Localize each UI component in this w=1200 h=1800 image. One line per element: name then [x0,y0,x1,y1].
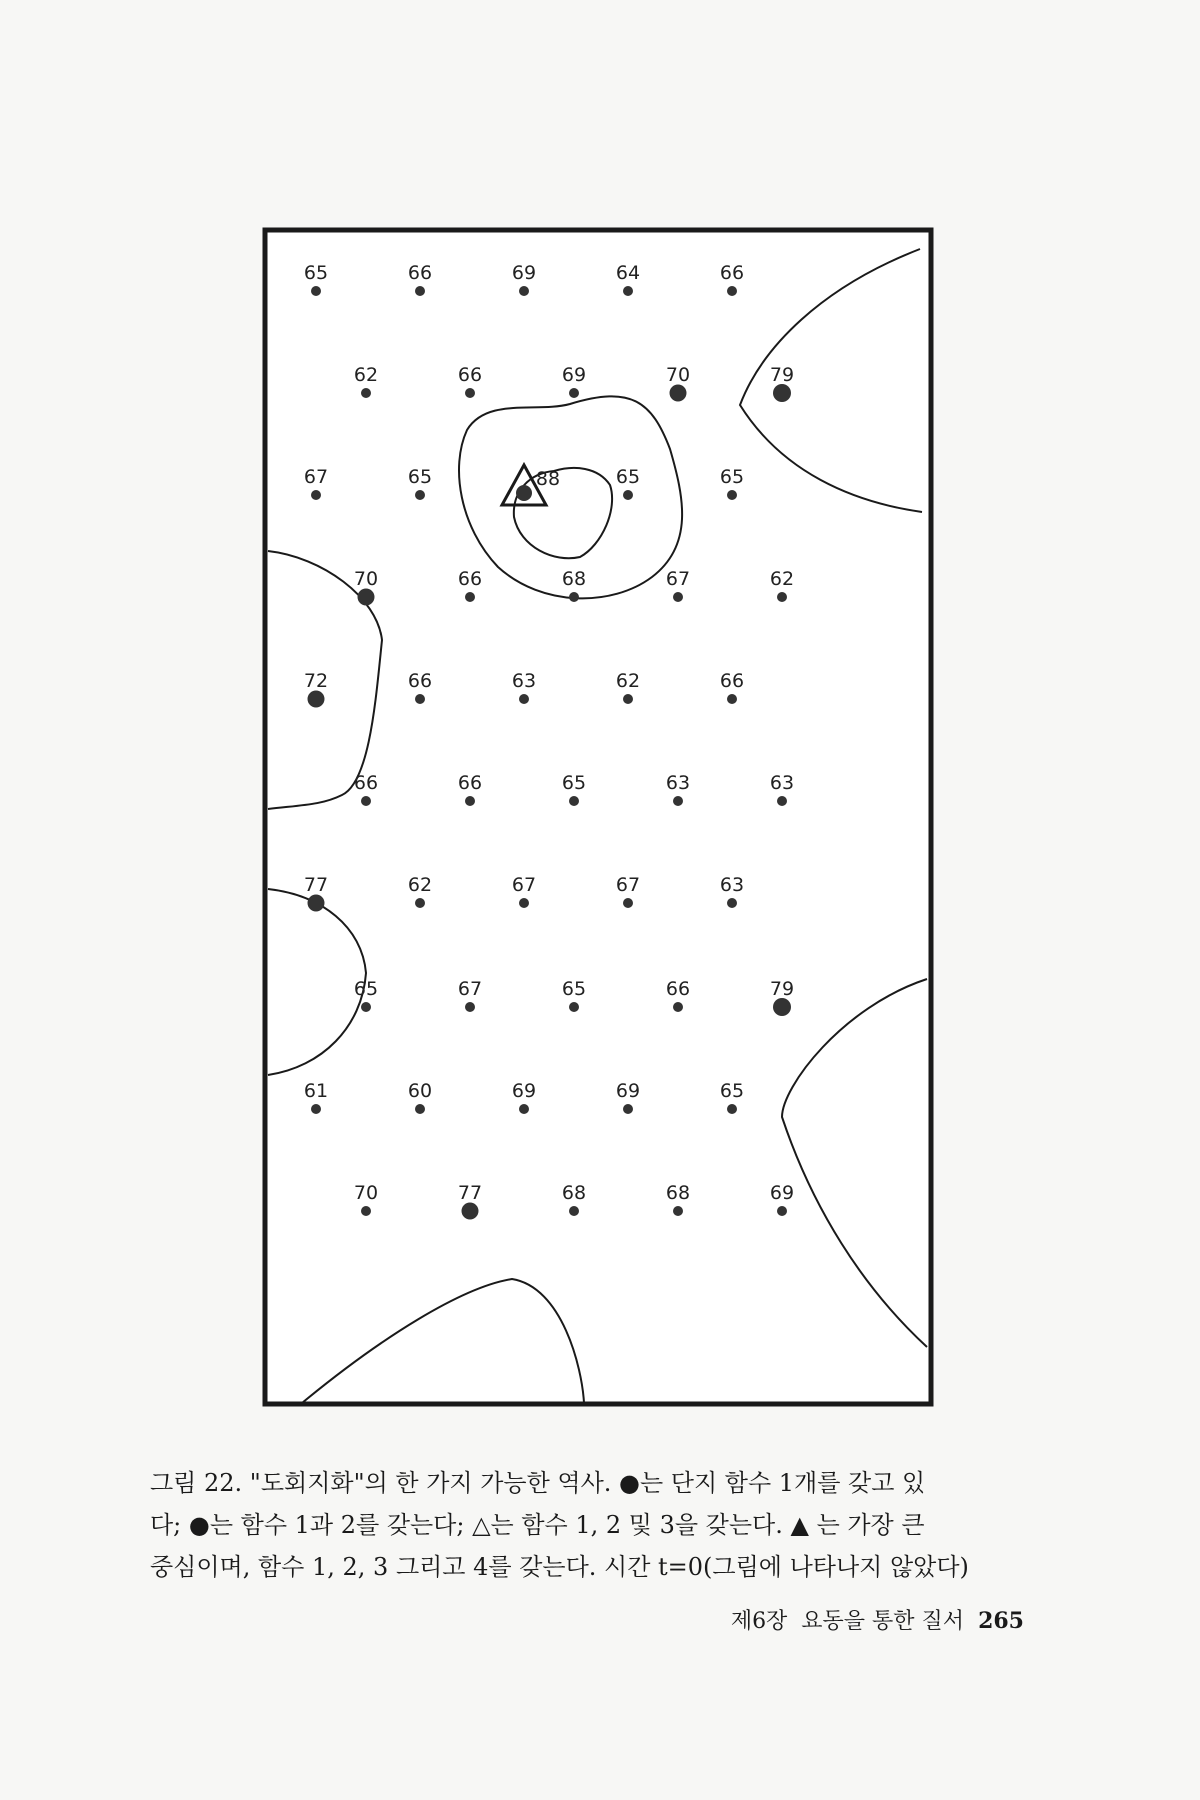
point-marker [519,1104,529,1114]
point-label: 77 [303,874,329,896]
point-marker [361,1002,371,1012]
point-marker [727,286,737,296]
point-marker [673,796,683,806]
point-label: 61 [303,1080,329,1102]
point-label: 66 [457,568,483,590]
point-marker [777,796,787,806]
point-marker [673,1002,683,1012]
point-label: 67 [615,874,641,896]
point-marker [361,796,371,806]
point-marker [311,1104,321,1114]
point-marker [673,1206,683,1216]
point-marker [311,286,321,296]
point-label: 62 [615,670,641,692]
point-label: 67 [457,978,483,1000]
point-marker [465,1002,475,1012]
point-label: 65 [303,262,329,284]
point-label: 66 [407,670,433,692]
point-marker [773,998,791,1016]
point-label: 63 [665,772,691,794]
point-marker [569,1002,579,1012]
point-label: 63 [511,670,537,692]
caption-line-2: 다; ●는 함수 1과 2를 갖는다; △는 함수 1, 2 및 3을 갖는다. ▲ 는 가장 큰 [150,1511,925,1539]
point-label: 63 [769,772,795,794]
point-marker [465,796,475,806]
point-label: 67 [303,466,329,488]
point-label: 67 [511,874,537,896]
point-label: 64 [615,262,641,284]
point-label: 70 [353,1182,379,1204]
point-marker [415,286,425,296]
point-label: 65 [615,466,641,488]
point-marker [569,1206,579,1216]
point-marker [308,691,325,708]
point-label: 68 [561,1182,587,1204]
point-marker [727,490,737,500]
point-label: 66 [719,262,745,284]
point-marker [308,895,325,912]
page-footer [731,1604,1024,1635]
point-marker [516,485,532,501]
point-marker [569,592,579,602]
point-marker [415,1104,425,1114]
point-marker [777,1206,787,1216]
point-label: 69 [769,1182,795,1204]
point-label: 79 [769,978,795,1000]
point-label: 62 [769,568,795,590]
point-marker [569,388,579,398]
point-marker [673,592,683,602]
point-label: 66 [665,978,691,1000]
point-marker [358,589,375,606]
point-label: 65 [561,978,587,1000]
running-head: 제6장 요동을 통한 질서 [730,1609,965,1634]
point-marker [465,388,475,398]
point-label: 69 [511,262,537,284]
point-marker [670,385,687,402]
point-label: 66 [719,670,745,692]
point-label: 62 [353,364,379,386]
point-marker [727,1104,737,1114]
point-marker [415,898,425,908]
point-label: 66 [457,364,483,386]
caption-line-3: 중심이며, 함수 1, 2, 3 그리고 4를 갖는다. 시간 t=0(그림에 나타나지 않았다) [150,1553,969,1581]
point-label: 70 [353,568,379,590]
point-marker [519,694,529,704]
point-marker [415,490,425,500]
point-marker [519,898,529,908]
point-label: 62 [407,874,433,896]
point-label: 63 [719,874,745,896]
urbanization-map [262,227,934,1407]
point-marker [623,1104,633,1114]
point-marker [415,694,425,704]
point-marker [623,898,633,908]
point-marker [623,490,633,500]
point-label: 66 [407,262,433,284]
point-marker [311,490,321,500]
point-label: 72 [303,670,329,692]
point-label: 79 [769,364,795,386]
point-marker [777,592,787,602]
point-label: 65 [719,466,745,488]
point-marker [462,1203,479,1220]
figure [262,227,934,1407]
point-marker [465,592,475,602]
point-label: 69 [615,1080,641,1102]
page-number: 265 [978,1608,1024,1634]
point-marker [623,694,633,704]
point-label: 65 [561,772,587,794]
point-marker [361,1206,371,1216]
figure-caption [150,1462,1030,1588]
point-marker [519,286,529,296]
point-marker [623,286,633,296]
point-label: 69 [511,1080,537,1102]
point-label: 65 [719,1080,745,1102]
point-label: 68 [665,1182,691,1204]
caption-line-1: 그림 22. "도회지화"의 한 가지 가능한 역사. ●는 단지 함수 1개를 갖고 있 [150,1469,926,1497]
point-marker [569,796,579,806]
point-label: 65 [353,978,379,1000]
point-label: 69 [561,364,587,386]
point-label: 66 [353,772,379,794]
point-label: 68 [561,568,587,590]
point-label: 77 [457,1182,483,1204]
point-label: 60 [407,1080,433,1102]
point-label: 88 [535,468,561,490]
point-label: 65 [407,466,433,488]
point-marker [773,384,791,402]
point-label: 66 [457,772,483,794]
point-label: 67 [665,568,691,590]
point-marker [361,388,371,398]
point-label: 70 [665,364,691,386]
point-marker [727,694,737,704]
point-marker [727,898,737,908]
